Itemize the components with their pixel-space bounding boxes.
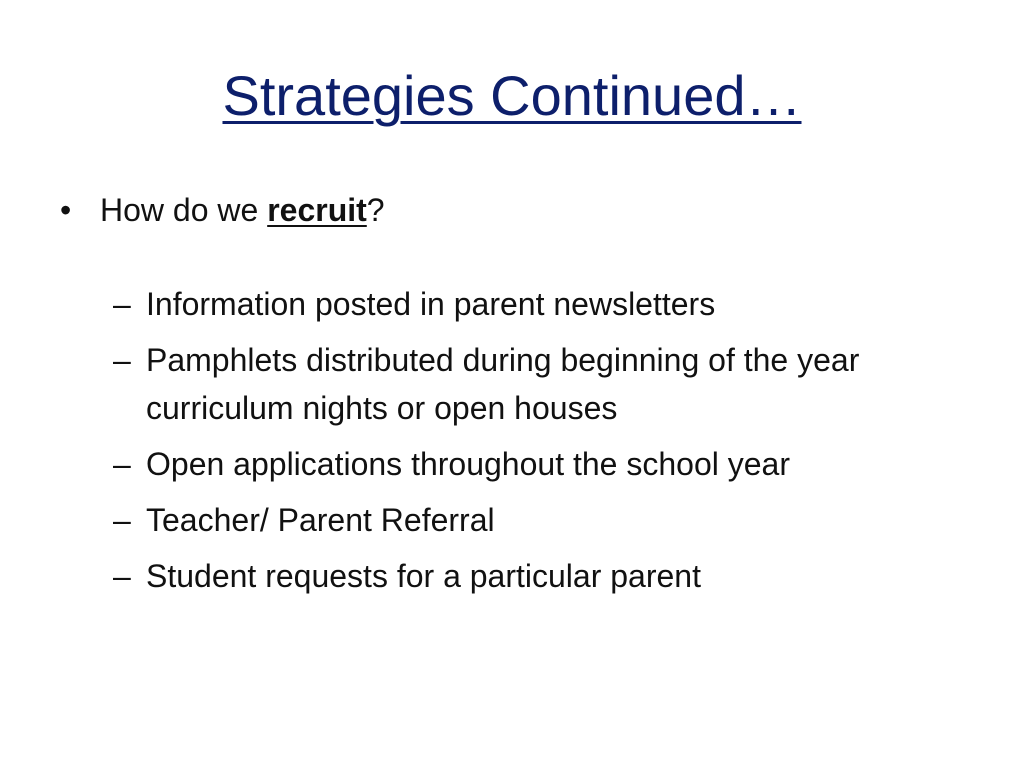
list-item (113, 280, 993, 328)
list-item-text: Pamphlets distributed during beginning of the year curriculum nights or open houses (146, 342, 860, 426)
list-item (113, 336, 993, 432)
dash-marker: – (113, 502, 131, 538)
question-prefix: How do we (100, 192, 268, 228)
list-item-text: Information posted in parent newsletters (146, 286, 716, 322)
dash-marker: – (113, 446, 131, 482)
slide-title: Strategies Continued… (222, 64, 802, 127)
dash-marker: – (113, 286, 131, 322)
dash-marker: – (113, 342, 131, 378)
list-item-text: Teacher/ Parent Referral (146, 502, 495, 538)
list-item (113, 440, 993, 488)
dash-marker: – (113, 558, 131, 594)
recruit-methods-list (113, 280, 993, 608)
list-item-text: Student requests for a particular parent (146, 558, 701, 594)
list-item (113, 496, 993, 544)
list-item-text: Open applications throughout the school year (146, 446, 790, 482)
list-item (113, 552, 993, 600)
question-bullet (60, 190, 960, 230)
bullet-dot: • (60, 192, 72, 228)
question-suffix: ? (366, 192, 385, 228)
question-keyword: recruit (267, 192, 367, 228)
